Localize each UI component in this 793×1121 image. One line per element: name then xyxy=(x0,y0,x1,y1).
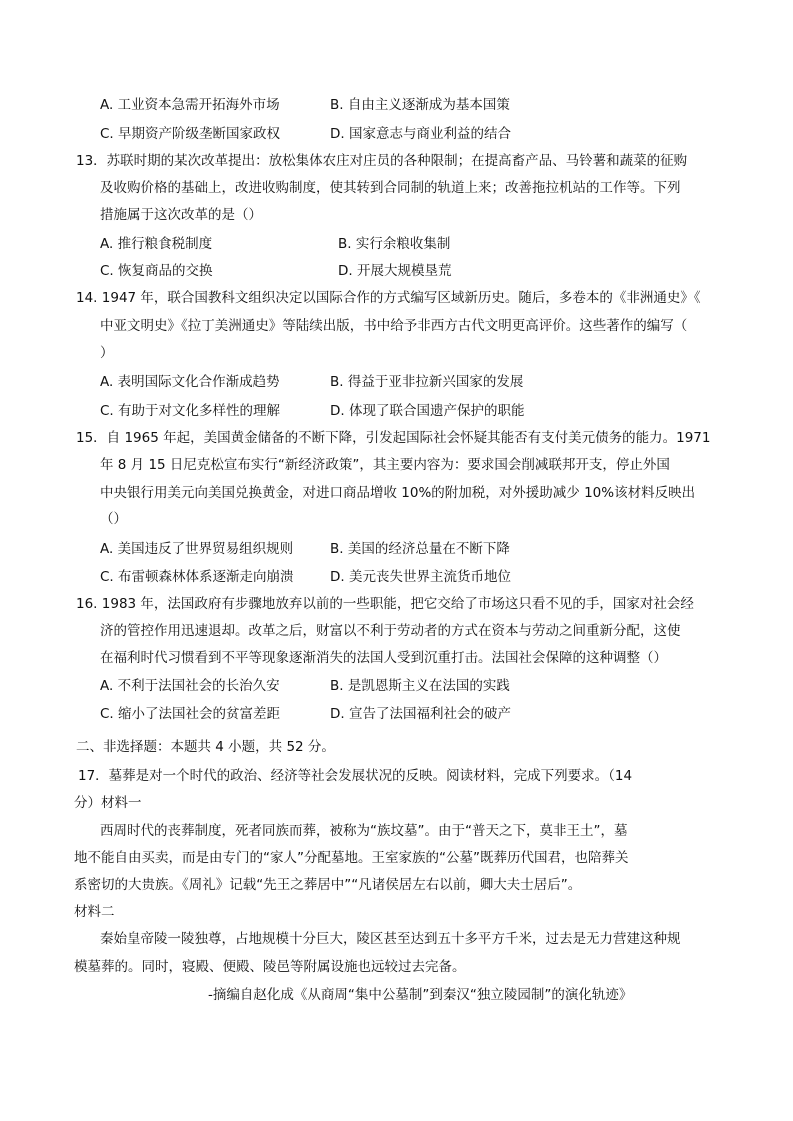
q15-stem-line-2: 年 8 月 15 日尼克松宣布实行“新经济政策”，其主要内容为：要求国会削减联邦开支，停止外国 xyxy=(100,457,670,473)
q16-option-c: C. 缩小了法国社会的贫富差距 xyxy=(100,706,281,722)
q17-material-1-line-2: 地不能自由买卖，而是由专门的“家人”分配墓地。王室家族的“公墓”既葬历代国君，也陪葬关 xyxy=(74,850,629,866)
q14-option-a: A. 表明国际文化合作渐成趋势 xyxy=(100,374,280,390)
q14-stem-line-2: 中亚文明史》《拉丁美洲通史》等陆续出版，书中给予非西方古代文明更高评价。这些著作的编写（ xyxy=(100,318,688,334)
q12-option-d: D. 国家意志与商业利益的结合 xyxy=(330,126,511,142)
q17-material-2-line-2: 模墓葬的。同时，寝殿、便殿、陵邑等附属设施也远较过去完备。 xyxy=(74,959,466,975)
q12-option-c: C. 早期资产阶级垄断国家政权 xyxy=(100,126,281,142)
q17-material-1-line-1: 西周时代的丧葬制度，死者同族而葬，被称为“族坟墓”。由于“普天之下，莫非王土”，墓 xyxy=(100,823,628,839)
q17-material-2-line-1: 秦始皇帝陵一陵独尊，占地规模十分巨大，陵区甚至达到五十多平方千米，过去是无力营建这种规 xyxy=(100,931,681,947)
q17-stem-line-2: 分）材料一 xyxy=(74,795,142,811)
q17-material-2-title: 材料二 xyxy=(74,904,115,920)
q13-option-a: A. 推行粮食税制度 xyxy=(100,236,213,252)
q16-stem-line-3: 在福利时代习惯看到不平等现象逐渐消失的法国人受到沉重打击。法国社会保障的这种调整（） xyxy=(100,650,667,666)
q15-stem-line-4: （） xyxy=(100,511,127,527)
q12-option-b: B. 自由主义逐渐成为基本国策 xyxy=(330,97,510,113)
q14-stem-line-3: ） xyxy=(100,345,114,361)
q13-stem-line-3: 措施属于这次改革的是（） xyxy=(100,207,262,223)
q13-stem-line-1: 13．苏联时期的某次改革提出：放松集体农庄对庄员的各种限制；在提高畜产品、马铃薯和蔬菜的征购 xyxy=(76,153,688,169)
q14-stem-line-1: 14. 1947 年，联合国教科文组织决定以国际合作的方式编写区域新历史。随后，多卷本的《非洲通史》《 xyxy=(76,290,701,306)
q16-option-b: B. 是凯恩斯主义在法国的实践 xyxy=(330,678,510,694)
q16-option-d: D. 宣告了法国福利社会的破产 xyxy=(330,706,511,722)
q13-option-d: D. 开展大规模垦荒 xyxy=(338,263,452,279)
section-heading: 二、非选择题：本题共 4 小题，共 52 分。 xyxy=(76,739,335,755)
q14-option-c: C. 有助于对文化多样性的理解 xyxy=(100,403,281,419)
q12-option-a: A. 工业资本急需开拓海外市场 xyxy=(100,97,280,113)
q13-option-b: B. 实行余粮收集制 xyxy=(338,236,451,252)
q14-option-b: B. 得益于亚非拉新兴国家的发展 xyxy=(330,374,524,390)
q15-option-c: C. 布雷顿森林体系逐渐走向崩溃 xyxy=(100,569,294,585)
q15-option-b: B. 美国的经济总量在不断下降 xyxy=(330,541,510,557)
q16-stem-line-1: 16. 1983 年，法国政府有步骤地放弃以前的一些职能，把它交给了市场这只看不见的手，国家对社会经 xyxy=(76,596,694,612)
q15-option-d: D. 美元丧失世界主流货币地位 xyxy=(330,569,511,585)
q17-material-1-line-3: 系密切的大贵族。《周礼》记载“先王之葬居中”“凡诸侯居左右以前，卿大夫士居后”。 xyxy=(74,877,582,893)
q14-option-d: D. 体现了联合国遗产保护的职能 xyxy=(330,403,525,419)
q16-option-a: A. 不利于法国社会的长治久安 xyxy=(100,678,280,694)
q16-stem-line-2: 济的管控作用迅速退却。改革之后，财富以不利于劳动者的方式在资本与劳动之间重新分配，这使 xyxy=(100,623,681,639)
q13-stem-line-2: 及收购价格的基础上，改进收购制度，使其转到合同制的轨道上来；改善拖拉机站的工作等。下列 xyxy=(100,180,681,196)
q17-source-citation: -摘编自赵化成《从商周“集中公墓制”到秦汉“独立陵园制”的演化轨迹》 xyxy=(208,987,633,1003)
q15-stem-line-3: 中央银行用美元向美国兑换黄金，对进口商品增收 10%的附加税，对外援助减少 10%该材料反映出 xyxy=(100,485,696,501)
q17-stem-line-1: 17．墓葬是对一个时代的政治、经济等社会发展状况的反映。阅读材料，完成下列要求。（14 xyxy=(78,768,633,784)
q15-stem-line-1: 15．自 1965 年起，美国黄金储备的不断下降，引发起国际社会怀疑其能否有支付美元债务的能力。1971 xyxy=(76,430,711,446)
q15-option-a: A. 美国违反了世界贸易组织规则 xyxy=(100,541,294,557)
q13-option-c: C. 恢复商品的交换 xyxy=(100,263,213,279)
